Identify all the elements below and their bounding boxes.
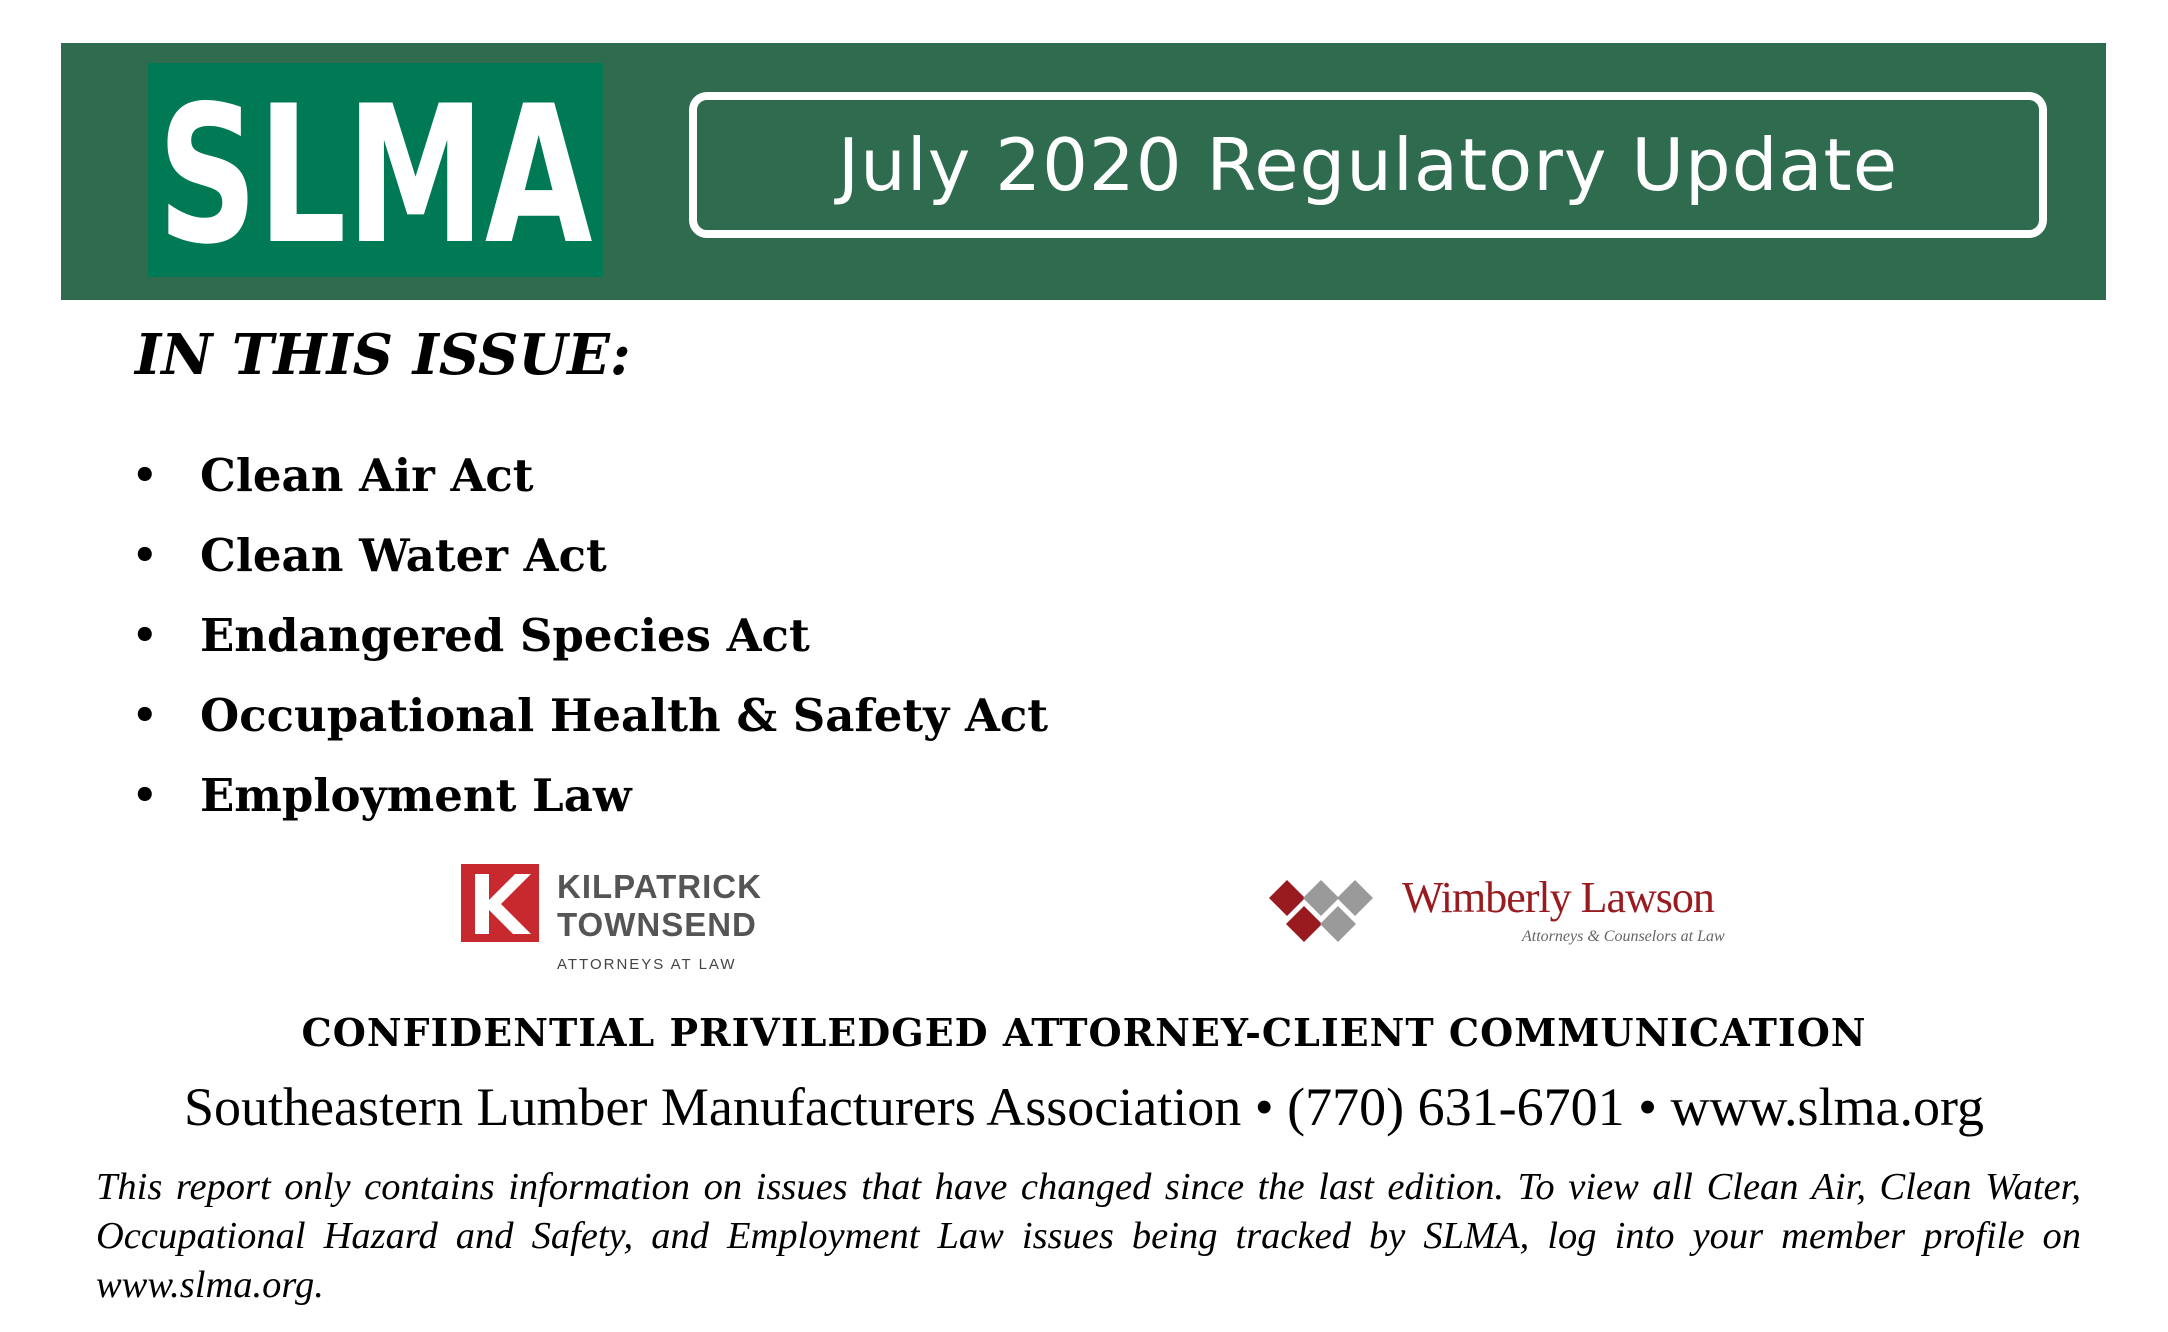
kilpatrick-line2: TOWNSEND [557,906,757,943]
wimberly-lawson-logo [1265,866,1725,966]
bullet: • [132,691,158,739]
issue-heading: IN THIS ISSUE: [135,322,631,388]
kilpatrick-subtitle: ATTORNEYS AT LAW [557,956,737,973]
issue-label: Clean Water Act [200,528,607,582]
wimberly-name: Wimberly Lawson [1402,873,1714,922]
bullet: • [132,451,158,499]
slma-logo-text: SLMA [157,65,593,286]
kilpatrick-line1: KILPATRICK [557,868,762,905]
title-frame [689,92,2047,238]
disclaimer-text: This report only contains information on issues that have changed since the last edition. To view all Clean Air, Clean Water, Occupational Hazard and Safety, and Employment Law issues being tracked by SLMA, log into your member profile on www.slma.org. [96,1166,2081,1306]
wimberly-subtitle: Attorneys & Counselors at Law [1522,928,1725,945]
issue-label: Employment Law [200,768,632,822]
header-banner [61,43,2106,300]
confidential-notice: CONFIDENTIAL PRIVILEDGED ATTORNEY-CLIENT COMMUNICATION [301,1010,1867,1055]
bullet: • [132,611,158,659]
slma-logo [148,63,603,286]
bullet: • [132,531,158,579]
issue-label: Endangered Species Act [200,608,810,662]
kilpatrick-name [557,868,762,944]
issue-label: Occupational Health & Safety Act [200,688,1049,742]
page-title: July 2020 Regulatory Update [837,123,1899,207]
bullet: • [132,771,158,819]
wimberly-diamonds-icon [1265,876,1395,946]
association-contact: Southeastern Lumber Manufacturers Association • (770) 631-6701 • www.slma.org [184,1077,1984,1137]
kilpatrick-townsend-logo [461,858,781,988]
issue-label: Clean Air Act [200,448,534,502]
kilpatrick-k-icon [461,864,539,942]
